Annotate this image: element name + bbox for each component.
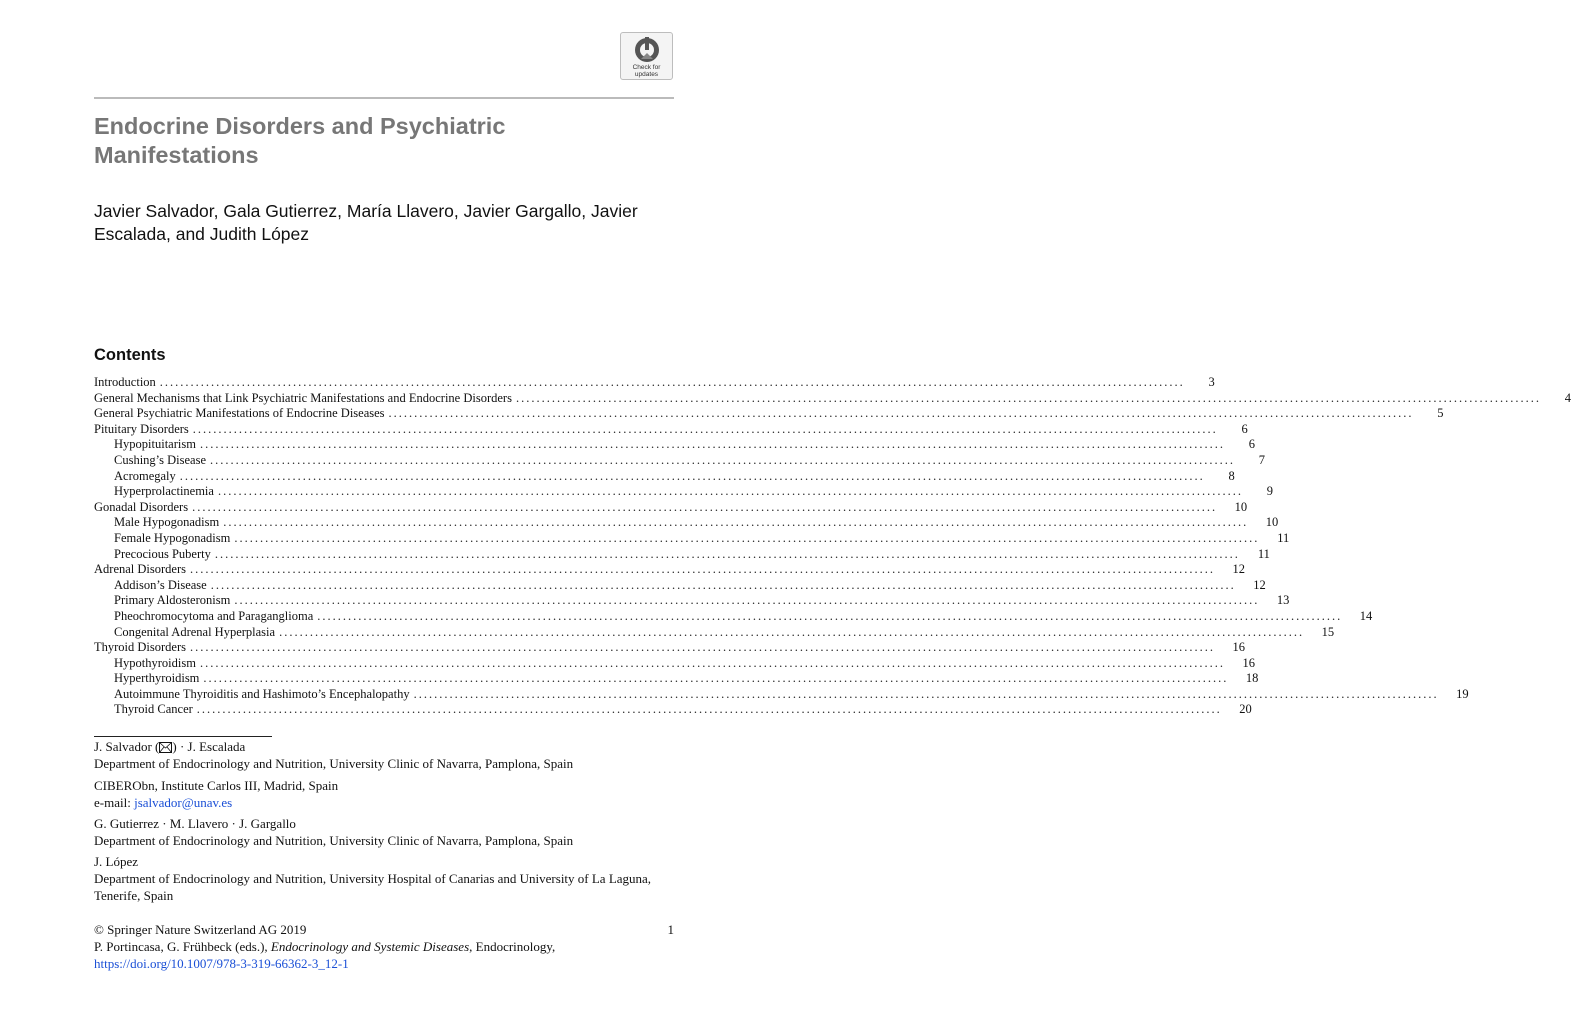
- toc-entry[interactable]: [94, 515, 1279, 531]
- toc-dot-leader: ........................................................................................................................................................................................................: [192, 499, 1218, 514]
- affiliation-block-1: [94, 738, 694, 772]
- toc-entry-page: 4: [1564, 390, 1571, 405]
- check-for-updates-label: Check for updates: [632, 64, 661, 78]
- toc-entry-page: 12: [1232, 562, 1245, 577]
- toc-entry[interactable]: [94, 593, 1290, 609]
- toc-entry-label: Hyperthyroidism: [114, 671, 200, 686]
- citation-line: [94, 938, 674, 955]
- toc-entry[interactable]: [94, 390, 1571, 407]
- affiliation-block-2: [94, 815, 694, 849]
- toc-entry-label: Pheochromocytoma and Paraganglioma: [114, 608, 314, 623]
- toc-dot-leader: ........................................................................................................................................................................................................: [199, 437, 1225, 452]
- toc-entry-label: Thyroid Cancer: [114, 702, 193, 717]
- toc-entry-label: Hyperprolactinemia: [114, 484, 214, 499]
- toc-entry-label: Introduction: [94, 375, 156, 389]
- toc-entry-label: Hypopituitarism: [114, 437, 196, 452]
- toc-entry-label: Female Hypogonadism: [114, 530, 231, 545]
- toc-entry-page: 13: [1276, 593, 1290, 608]
- toc-entry[interactable]: [94, 608, 1373, 625]
- citation-series: , Endocrinology,: [469, 939, 556, 954]
- affiliation-2-names: G. Gutierrez · M. Llavero · J. Gargallo: [94, 816, 296, 831]
- toc-entry-page: 20: [1239, 702, 1252, 717]
- toc-dot-leader: ........................................................................................................................................................................................................: [234, 593, 1260, 608]
- title-rule: [94, 97, 674, 99]
- toc-entry-page: 5: [1437, 406, 1444, 421]
- toc-entry[interactable]: [94, 546, 1270, 563]
- toc-entry-label: Addison’s Disease: [114, 577, 207, 592]
- toc-entry[interactable]: [94, 375, 1215, 391]
- toc-entry-label: Cushing’s Disease: [114, 452, 207, 467]
- toc-entry[interactable]: [94, 640, 1245, 656]
- toc-dot-leader: ........................................................................................................................................................................................................: [223, 515, 1249, 530]
- toc-entry[interactable]: [94, 686, 1469, 703]
- toc-dot-leader: ........................................................................................................................................................................................................: [279, 624, 1305, 639]
- toc-dot-leader: ........................................................................................................................................................................................................: [217, 484, 1243, 499]
- toc-entry[interactable]: [94, 406, 1444, 422]
- affiliation-block-ciber: [94, 777, 694, 811]
- toc-entry-page: 7: [1258, 452, 1266, 467]
- affiliation-3-names: J. López: [94, 854, 139, 869]
- toc-entry-page: 11: [1277, 530, 1290, 545]
- affiliation-1-ciber: CIBERObn, Institute Carlos III, Madrid, Spain: [94, 778, 339, 793]
- author-list: Javier Salvador, Gala Gutierrez, María Llavero, Javier Gargallo, Javier Escalada, and Judith López: [94, 201, 638, 244]
- toc-entry-label: Pituitary Disorders: [94, 421, 189, 436]
- copyright-line: © Springer Nature Switzerland AG 2019: [94, 922, 307, 937]
- toc-entry-page: 15: [1321, 624, 1335, 639]
- toc-dot-leader: ........................................................................................................................................................................................................: [234, 530, 1260, 545]
- toc-entry[interactable]: [94, 624, 1335, 641]
- toc-entry-label: Congenital Adrenal Hyperplasia: [114, 624, 276, 639]
- affiliation-1-names-start: J. Salvador (: [94, 739, 160, 754]
- toc-dot-leader: ........................................................................................................................................................................................................: [210, 577, 1236, 592]
- toc-entry-label: General Psychiatric Manifestations of Endocrine Diseases: [94, 406, 385, 421]
- toc-dot-leader: ........................................................................................................................................................................................................: [210, 452, 1236, 467]
- toc-entry[interactable]: [94, 655, 1255, 672]
- toc-entry-label: Acromegaly: [114, 468, 176, 483]
- email-envelope-icon[interactable]: [159, 742, 172, 753]
- toc-dot-leader: ........................................................................................................................................................................................................: [199, 655, 1225, 670]
- toc-entry-page: 19: [1456, 686, 1469, 701]
- toc-entry[interactable]: [94, 484, 1273, 500]
- toc-entry-page: 12: [1253, 577, 1266, 592]
- toc-entry-label: Male Hypogonadism: [114, 515, 220, 530]
- toc-dot-leader: ........................................................................................................................................................................................................: [203, 671, 1229, 686]
- toc-dot-leader: ........................................................................................................................................................................................................: [515, 390, 1541, 405]
- affiliation-1-names-end: ) · J. Escalada: [172, 739, 246, 754]
- toc-dot-leader: ........................................................................................................................................................................................................: [179, 468, 1205, 483]
- affiliation-1-department: Department of Endocrinology and Nutrition, University Clinic of Navarra, Pamplona, Spain: [94, 756, 574, 771]
- toc-dot-leader: ........................................................................................................................................................................................................: [159, 375, 1185, 389]
- page-number: 1: [667, 922, 674, 937]
- toc-entry-label: Gonadal Disorders: [94, 499, 189, 514]
- toc-entry-page: 16: [1242, 655, 1255, 670]
- affiliation-block-3: [94, 853, 684, 904]
- toc-dot-leader: ........................................................................................................................................................................................................: [196, 702, 1222, 717]
- toc-dot-leader: ........................................................................................................................................................................................................: [190, 640, 1215, 655]
- toc-entry-page: 6: [1241, 421, 1248, 436]
- toc-dot-leader: ........................................................................................................................................................................................................: [192, 421, 1218, 436]
- toc-entry[interactable]: [94, 562, 1245, 578]
- email-link[interactable]: jsalvador@unav.es: [134, 795, 233, 810]
- toc-entry[interactable]: [94, 671, 1259, 687]
- toc-entry[interactable]: [94, 499, 1248, 516]
- toc-entry[interactable]: [94, 702, 1252, 718]
- toc-entry-label: General Mechanisms that Link Psychiatric Manifestations and Endocrine Disorders: [94, 390, 512, 405]
- toc-entry-page: 10: [1234, 499, 1248, 514]
- affiliation-2-department: Department of Endocrinology and Nutrition, University Clinic of Navarra, Pamplona, Spain: [94, 833, 574, 848]
- toc-dot-leader: ........................................................................................................................................................................................................: [317, 608, 1343, 623]
- citation-editors: P. Portincasa, G. Frühbeck (eds.),: [94, 939, 271, 954]
- toc-dot-leader: ........................................................................................................................................................................................................: [190, 562, 1215, 577]
- toc-entry-page: 11: [1257, 546, 1270, 561]
- affiliation-3-department: Department of Endocrinology and Nutrition, University Hospital of Canarias and University of La Laguna, Tenerife, Spain: [94, 871, 652, 903]
- toc-entry[interactable]: [94, 530, 1290, 547]
- citation-book-title: Endocrinology and Systemic Diseases: [270, 939, 470, 954]
- toc-dot-leader: ........................................................................................................................................................................................................: [214, 546, 1240, 561]
- toc-entry[interactable]: [94, 468, 1235, 485]
- toc-entry-label: Precocious Puberty: [114, 546, 211, 561]
- table-of-contents: [94, 375, 1571, 718]
- contents-heading: Contents: [94, 346, 166, 364]
- toc-entry-page: 6: [1248, 437, 1255, 452]
- toc-entry[interactable]: [94, 421, 1248, 438]
- page-footer: [94, 921, 674, 972]
- toc-entry-label: Thyroid Disorders: [94, 640, 186, 655]
- toc-entry[interactable]: [94, 452, 1266, 469]
- toc-entry-page: 8: [1228, 468, 1235, 483]
- check-for-updates-icon: [634, 37, 660, 63]
- toc-entry-label: Adrenal Disorders: [94, 562, 186, 577]
- affiliation-rule: [94, 736, 272, 737]
- toc-dot-leader: ........................................................................................................................................................................................................: [388, 406, 1414, 421]
- toc-entry-page: 10: [1265, 515, 1279, 530]
- toc-entry[interactable]: [94, 577, 1266, 594]
- toc-entry-page: 16: [1232, 640, 1245, 655]
- toc-entry-label: Primary Aldosteronism: [114, 593, 231, 608]
- email-label: e-mail:: [94, 795, 135, 810]
- check-for-updates-badge[interactable]: [620, 32, 673, 80]
- toc-entry-page: 3: [1208, 375, 1215, 389]
- toc-entry-label: Hypothyroidism: [114, 655, 196, 670]
- toc-entry-page: 14: [1359, 608, 1373, 623]
- toc-entry-page: 18: [1245, 671, 1259, 686]
- doi-link[interactable]: https://doi.org/10.1007/978-3-319-66362-3_12-1: [94, 956, 349, 971]
- chapter-title: Endocrine Disorders and Psychiatric Manifestations: [94, 113, 506, 168]
- toc-entry-label: Autoimmune Thyroiditis and Hashimoto’s Encephalopathy: [114, 686, 410, 701]
- toc-entry-page: 9: [1266, 484, 1273, 499]
- toc-dot-leader: ........................................................................................................................................................................................................: [413, 686, 1439, 701]
- toc-entry[interactable]: [94, 437, 1255, 453]
